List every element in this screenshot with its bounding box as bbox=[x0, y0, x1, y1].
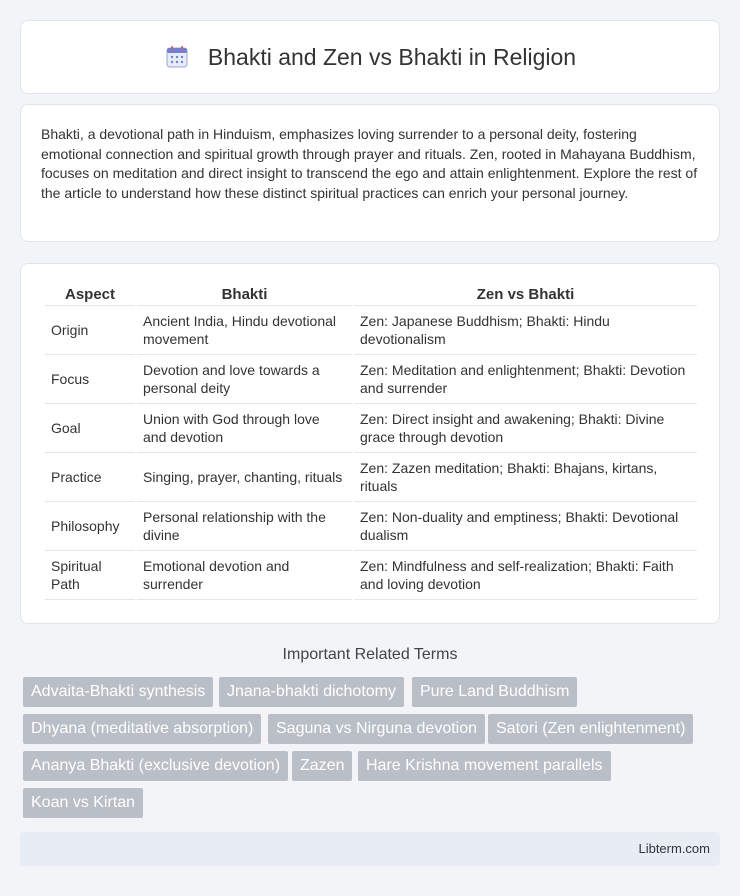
related-term-tag[interactable]: Jnana-bhakti dichotomy bbox=[219, 677, 404, 707]
related-term-tag[interactable]: Ananya Bhakti (exclusive devotion) bbox=[23, 751, 288, 781]
table-row bbox=[45, 306, 697, 355]
related-term-tag[interactable]: Koan vs Kirtan bbox=[23, 788, 143, 818]
intro-text: Bhakti, a devotional path in Hinduism, emphasizes loving surrender to a personal deity, fostering emotional connection and spiritual growth through prayer and rituals. Zen, rooted in Mahayana Buddhism, focuses on meditation and direct insight to transcend the ego and attain enlightenment. Explore the rest of the article to understand how these distinct spiritual practices can enrich your personal journey. bbox=[41, 126, 698, 201]
table-cell-aspect: Goal bbox=[45, 404, 135, 453]
related-term-tag[interactable]: Pure Land Buddhism bbox=[412, 677, 577, 707]
table-cell-zen-vs-bhakti: Zen: Direct insight and awakening; Bhakti: Divine grace through devotion bbox=[354, 404, 697, 453]
table-cell-zen-vs-bhakti: Zen: Non-duality and emptiness; Bhakti: Devotional dualism bbox=[354, 502, 697, 551]
footer-site-link[interactable]: Libterm.com bbox=[638, 841, 710, 856]
related-term-tag[interactable]: Saguna vs Nirguna devotion bbox=[268, 714, 485, 744]
column-header-aspect: Aspect bbox=[45, 284, 135, 306]
header-card bbox=[20, 20, 720, 94]
column-header-zen-vs-bhakti: Zen vs Bhakti bbox=[354, 284, 697, 306]
table-cell-bhakti: Devotion and love towards a personal deity bbox=[137, 355, 352, 404]
table-cell-bhakti: Emotional devotion and surrender bbox=[137, 551, 352, 600]
table-cell-zen-vs-bhakti: Zen: Meditation and enlightenment; Bhakti: Devotion and surrender bbox=[354, 355, 697, 404]
table-cell-aspect: Practice bbox=[45, 453, 135, 502]
table-cell-aspect: Focus bbox=[45, 355, 135, 404]
table-cell-bhakti: Union with God through love and devotion bbox=[137, 404, 352, 453]
related-term-tag[interactable]: Zazen bbox=[292, 751, 352, 781]
comparison-table bbox=[43, 284, 699, 600]
table-cell-bhakti: Personal relationship with the divine bbox=[137, 502, 352, 551]
related-term-tag[interactable]: Hare Krishna movement parallels bbox=[358, 751, 611, 781]
column-header-bhakti: Bhakti bbox=[137, 284, 352, 306]
table-cell-bhakti: Ancient India, Hindu devotional movement bbox=[137, 306, 352, 355]
table-cell-aspect: Philosophy bbox=[45, 502, 135, 551]
related-term-tag[interactable]: Advaita-Bhakti synthesis bbox=[23, 677, 213, 707]
table-cell-zen-vs-bhakti: Zen: Zazen meditation; Bhakti: Bhajans, kirtans, rituals bbox=[354, 453, 697, 502]
table-row bbox=[45, 551, 697, 600]
table-cell-zen-vs-bhakti: Zen: Japanese Buddhism; Bhakti: Hindu devotionalism bbox=[354, 306, 697, 355]
table-row bbox=[45, 502, 697, 551]
table-cell-aspect: Spiritual Path bbox=[45, 551, 135, 600]
related-terms-title: Important Related Terms bbox=[282, 646, 458, 663]
table-cell-aspect: Origin bbox=[45, 306, 135, 355]
page-title: Bhakti and Zen vs Bhakti in Religion bbox=[207, 43, 577, 70]
table-row bbox=[45, 453, 697, 502]
intro-card bbox=[20, 104, 720, 242]
comparison-table-card bbox=[20, 263, 720, 624]
calendar-icon bbox=[164, 44, 190, 70]
footer bbox=[20, 832, 720, 866]
table-header-row bbox=[45, 284, 697, 306]
table-cell-zen-vs-bhakti: Zen: Mindfulness and self-realization; Bhakti: Faith and loving devotion bbox=[354, 551, 697, 600]
related-term-tag[interactable]: Dhyana (meditative absorption) bbox=[23, 714, 261, 744]
table-cell-bhakti: Singing, prayer, chanting, rituals bbox=[137, 453, 352, 502]
table-row bbox=[45, 355, 697, 404]
table-row bbox=[45, 404, 697, 453]
related-term-tag[interactable]: Satori (Zen enlightenment) bbox=[488, 714, 693, 744]
